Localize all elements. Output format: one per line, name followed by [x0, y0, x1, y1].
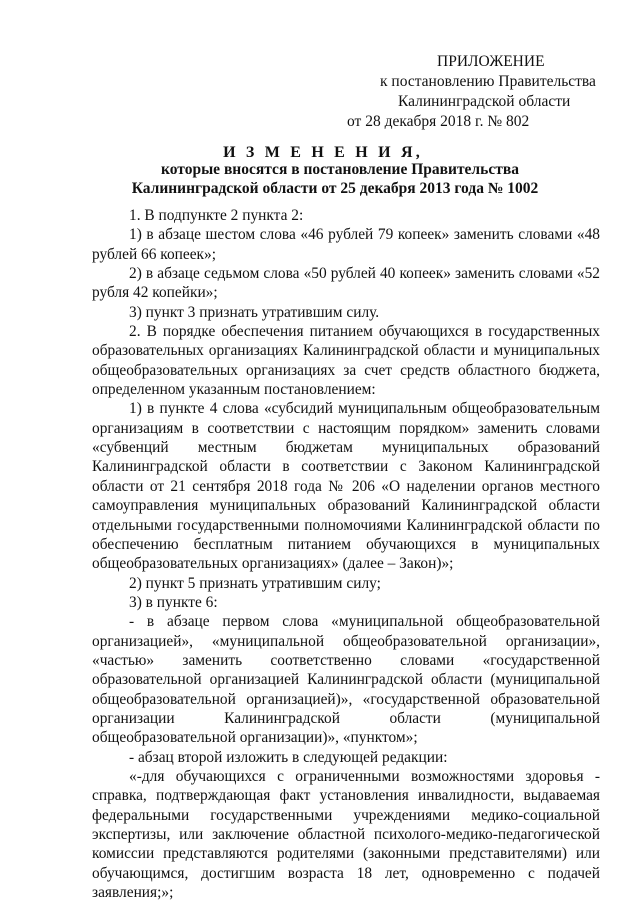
appendix-title: ПРИЛОЖЕНИЕ: [437, 53, 545, 70]
appendix-region: Калининградской области: [398, 93, 571, 110]
document-title: И З М Е Н Е Н И Я,: [223, 144, 423, 161]
paragraph: - абзац второй изложить в следующей редакции:: [129, 748, 448, 766]
document-subtitle-line-2: Калининградской области от 25 декабря 2013 года № 1002: [131, 180, 539, 197]
appendix-reference: к постановлению Правительства: [380, 73, 596, 90]
document-body: [92, 206, 600, 902]
paragraph: 3) пункт 3 признать утратившим силу.: [129, 303, 380, 321]
paragraph: 2) пункт 5 признать утратившим силу;: [129, 574, 381, 592]
paragraph: 1) в пункте 4 слова «субсидий муниципальным общеобразовательным организациям в соответствии с настоящим порядком» заменить словами «субвенций местным бюджетам муниципальных образований Калининградской области в соответствии с Законом Калининградской области от 21 сентября 2018 года № 206 «О наделении органов местного самоуправления муниципальных образований Калининградской области отдельными государственными полномочиями Калининградской области по обеспечению бесплатным питанием обучающихся в муниципальных общеобразовательных организациях» (далее – Закон)»;: [92, 400, 600, 573]
appendix-date: от 28 декабря 2018 г. № 802: [347, 113, 530, 130]
paragraph: - в абзаце первом слова «муниципальной общеобразовательной организацией», «муниципальной общеобразовательной организации», «частью» заменить соответственно словами «государственной образовательной организацией Калининградской области (муниципальной общеобразовательной организацией)», «государственной образовательной организации Калининградской области (муниципальной общеобразовательной организации)», «пунктом»;: [92, 613, 600, 747]
document-subtitle-line-1: которые вносятся в постановление Правительства: [161, 161, 519, 178]
paragraph: 2) в абзаце седьмом слова «50 рублей 40 копеек» заменить словами «52 рубля 42 копейки»;: [92, 265, 600, 302]
paragraph: 3) в пункте 6:: [129, 593, 218, 611]
paragraph: 1) в абзаце шестом слова «46 рублей 79 копеек» заменить словами «48 рублей 66 копеек»;: [92, 226, 600, 263]
paragraph: 1. В подпункте 2 пункта 2:: [129, 207, 304, 224]
paragraph: 2. В порядке обеспечения питанием обучающихся в государственных образовательных организациях Калининградской области и муниципальных общеобразовательных организациях за счет средств областного бюджета, определенном указанным постановлением:: [92, 323, 600, 399]
paragraph: «-для обучающихся с ограниченными возможностями здоровья - справка, подтверждающая факт установления инвалидности, выдаваемая федеральными государственными учреждениями медико-социальной экспертизы, или заключение областной психолого-медико-педагогической комиссии представляются родителями (законными представителями) или обучающимся, достигшим возраста 18 лет, одновременно с подачей заявления;»;: [92, 767, 600, 902]
